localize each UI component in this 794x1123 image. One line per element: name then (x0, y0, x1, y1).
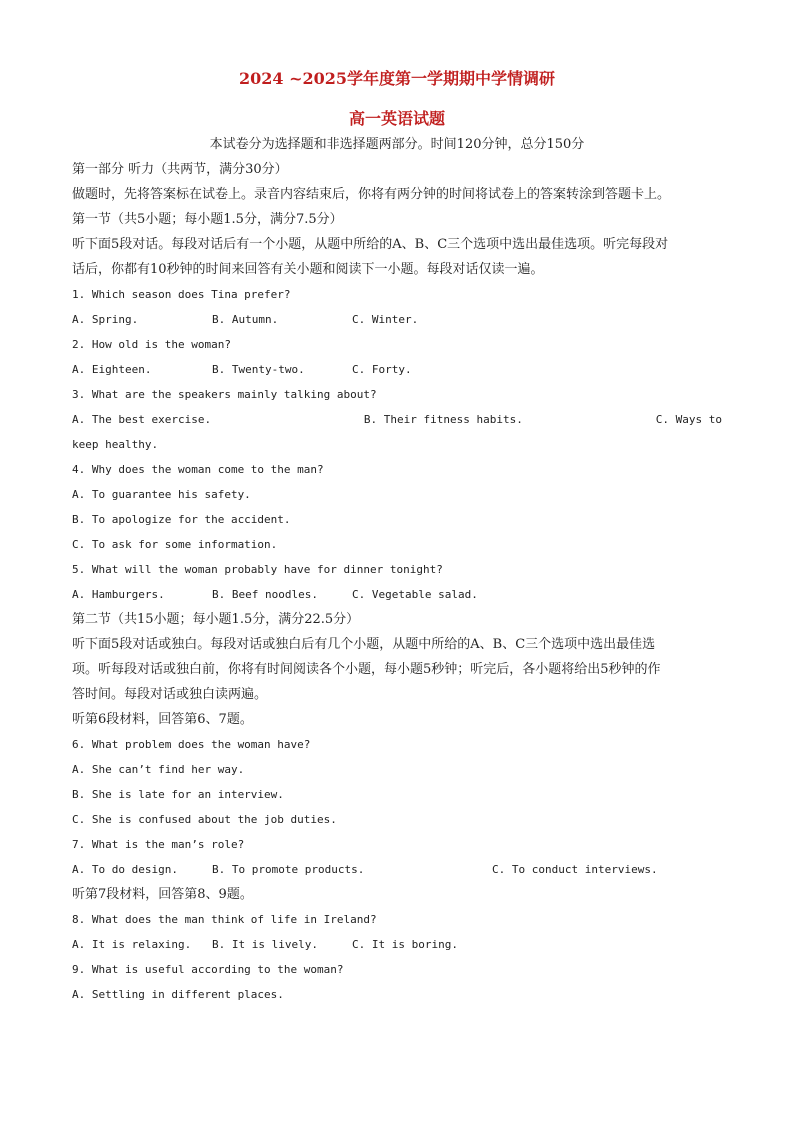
question-4: 4. Why does the woman come to the man? (72, 463, 324, 476)
option-c: C. Forty. (352, 363, 412, 376)
question-3: 3. What are the speakers mainly talking about? (72, 388, 377, 401)
question-6: 6. What problem does the woman have? (72, 738, 311, 751)
section2-instruction-line2: 项。听每段对话或独白前，你将有时间阅读各个小题，每小题5秒钟；听完后，各小题将给出5秒钟的作 (72, 662, 661, 677)
material-7-heading: 听第7段材料，回答第8、9题。 (72, 887, 253, 902)
question-8: 8. What does the man think of life in Ireland? (72, 913, 377, 926)
exam-note: 本试卷分为选择题和非选择题两部分。时间120分钟，总分150分 (209, 137, 585, 152)
option-c: C. It is boring. (352, 938, 458, 951)
option-c-continued: keep healthy. (72, 438, 159, 451)
option-b: B. Their fitness habits. (363, 413, 523, 426)
option-a: A. Settling in different places. (72, 988, 284, 1001)
option-c: C. Vegetable salad. (352, 588, 478, 601)
section2-heading: 第二节（共15小题；每小题1.5分，满分22.5分） (72, 612, 360, 627)
section2-instruction-line1: 听下面5段对话或独白。每段对话或独白后有几个小题，从题中所给的A、B、C三个选项中选出最佳选 (72, 637, 656, 652)
option-b: B. She is late for an interview. (72, 788, 284, 801)
section2-instruction-line3: 答时间。每段对话或独白读两遍。 (72, 687, 268, 702)
question-8-options (72, 932, 722, 957)
question-2-options (72, 357, 722, 382)
question-5-options (72, 582, 722, 607)
option-a: A. Spring. (72, 313, 139, 326)
question-2: 2. How old is the woman? (72, 338, 231, 351)
option-b: B. Twenty-two. (212, 363, 305, 376)
question-7: 7. What is the man’s role? (72, 838, 245, 851)
option-c: C. Ways to (655, 413, 722, 426)
option-a: A. To guarantee his safety. (72, 488, 251, 501)
question-7-options (72, 857, 722, 882)
question-5: 5. What will the woman probably have for dinner tonight? (72, 563, 443, 576)
option-a: A. Hamburgers. (72, 588, 165, 601)
section1-instruction-line1: 听下面5段对话。每段对话后有一个小题，从题中所给的A、B、C三个选项中选出最佳选项。听完每段对 (72, 237, 669, 252)
exam-subtitle: 高一英语试题 (348, 109, 445, 128)
option-c: C. To ask for some information. (72, 538, 278, 551)
option-c: C. Winter. (352, 313, 419, 326)
option-b: B. To apologize for the accident. (72, 513, 291, 526)
section1-instruction-line2: 话后，你都有10秒钟的时间来回答有关小题和阅读下一小题。每段对话仅读一遍。 (72, 262, 544, 277)
option-b: B. To promote products. (212, 863, 365, 876)
option-c: C. To conduct interviews. (492, 863, 658, 876)
question-3-options (72, 407, 722, 432)
option-a: A. Eighteen. (72, 363, 152, 376)
option-a: A. To do design. (72, 863, 178, 876)
option-a: A. It is relaxing. (72, 938, 192, 951)
option-b: B. Beef noodles. (212, 588, 318, 601)
material-6-heading: 听第6段材料，回答第6、7题。 (72, 712, 253, 727)
question-1-options (72, 307, 722, 332)
option-a: A. She can’t find her way. (72, 763, 245, 776)
question-9: 9. What is useful according to the woman? (72, 963, 344, 976)
option-a: A. The best exercise. (72, 413, 212, 426)
part1-heading: 第一部分 听力（共两节，满分30分） (72, 162, 288, 177)
option-c: C. She is confused about the job duties. (72, 813, 337, 826)
section1-heading: 第一节（共5小题；每小题1.5分，满分7.5分） (72, 212, 343, 227)
part1-instruction: 做题时，先将答案标在试卷上。录音内容结束后，你将有两分钟的时间将试卷上的答案转涂到答题卡上。 (72, 187, 671, 202)
option-b: B. Autumn. (212, 313, 279, 326)
question-1: 1. Which season does Tina prefer? (72, 288, 291, 301)
option-b: B. It is lively. (212, 938, 318, 951)
exam-title: 2024 ~2025学年度第一学期期中学情调研 (238, 69, 556, 88)
exam-page (72, 62, 722, 1007)
